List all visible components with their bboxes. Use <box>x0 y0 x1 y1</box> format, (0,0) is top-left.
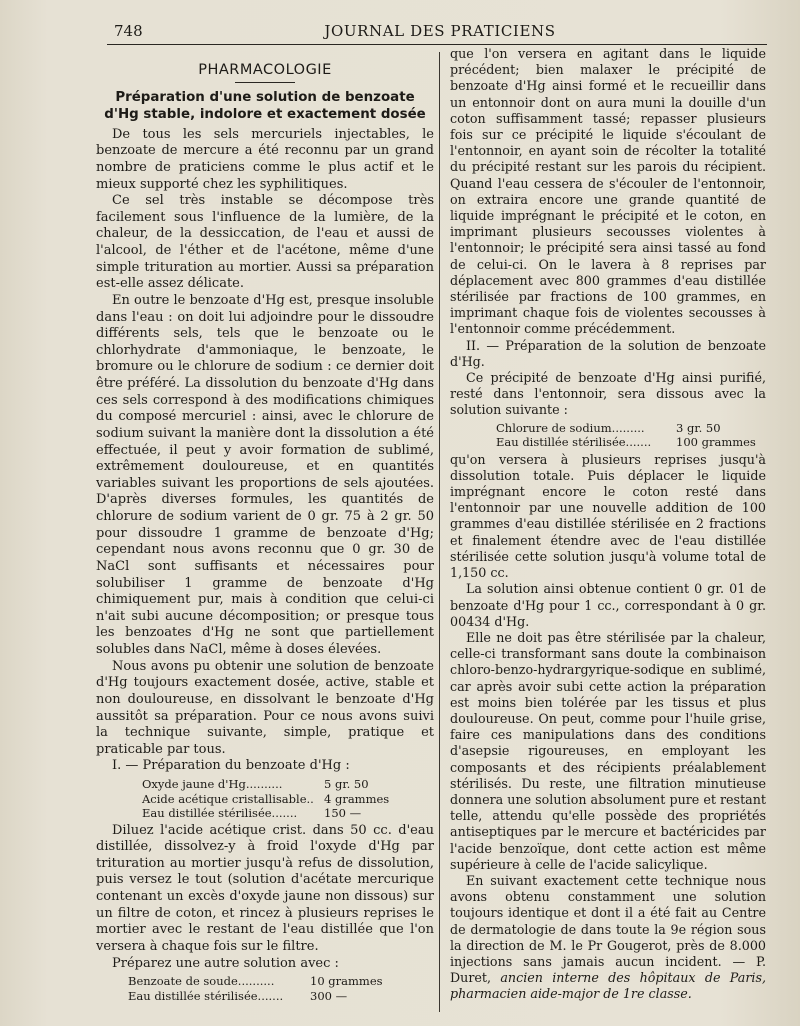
formula-table <box>450 421 766 450</box>
right-column <box>450 46 766 1003</box>
article-title: Préparation d'une solution de benzoate d'Hg stable, indolore et exactement dosée <box>104 89 426 122</box>
column-divider <box>439 52 440 1012</box>
formula-table <box>96 974 434 1003</box>
page-number: 748 <box>114 22 143 40</box>
author-signature: ancien interne des hôpitaux de Paris, pharmacien aide-major de 1re classe. <box>450 970 766 1002</box>
section-heading: PHARMACOLOGIE <box>198 62 332 78</box>
paragraph: Préparez une autre solution avec : <box>112 955 339 971</box>
paragraph <box>450 873 766 1003</box>
paragraph: Ce sel très instable se décompose très facilement sous l'influence de la lumière, de la chaleur, de la dessiccation, de l'eau et aussi de l'alcool, de l'éther et de l'acétone, même d'une simple trituration au mortier. Aussi sa préparation est-elle assez délicate. <box>96 193 434 292</box>
formula-row: Oxyde jaune d'Hg.......... 5 gr. 50 <box>142 777 369 791</box>
section-rule <box>235 82 295 83</box>
paragraph: Diluez l'acide acétique crist. dans 50 cc. d'eau distillée, dissolvez-y à froid l'oxyde d'Hg par trituration au mortier jusqu'à refus de dissolution, puis versez le tout (solution d'acétate mercurique contenant un excès d'oxyde jaune non dissous) sur un filtre de coton, et rincez à plusieurs reprises le mortier avec le restant de l'eau distillée que l'on versera à chaque fois sur le filtre. <box>96 822 434 954</box>
paragraph: que l'on versera en agitant dans le liquide précédent; bien malaxer le précipité de benzoate d'Hg ainsi formé et le recueillir dans un entonnoir dont on aura muni la douille d'un coton suffisamment tassé; repasser plusieurs fois sur ce précipité le liquide s'écoulant de l'entonnoir, en ayant soin de récolter la totalité du précipité restant sur les parois du récipient. Quand l'eau cessera de s'écouler de l'entonnoir, on extraira encore une grande quantité de liquide imprégnant le précipité et le coton, en imprimant plusieurs secousses violentes à l'entonnoir; le précipité sera ainsi tassé au fond de celui-ci. On le lavera à 8 reprises par déplacement avec 800 grammes d'eau distillée stérilisée par fractions de 100 grammes, en imprimant chaque fois de violentes secousses à l'entonnoir comme précédemment. <box>450 46 766 337</box>
paragraph: De tous les sels mercuriels injectables, le benzoate de mercure a été reconnu par un grand nombre de praticiens comme le plus actif et le mieux supporté chez les syphilitiques. <box>96 126 434 192</box>
journal-title: JOURNAL DES PRATICIENS <box>324 22 556 40</box>
paragraph: La solution ainsi obtenue contient 0 gr. 01 de benzoate d'Hg pour 1 cc., correspondant à 0 gr. 00434 d'Hg. <box>450 581 766 629</box>
header-rule <box>107 44 767 45</box>
formula-table <box>96 777 434 821</box>
paragraph: En outre le benzoate d'Hg est, presque insoluble dans l'eau : on doit lui adjoindre pour le dissoudre différents sels, tels que le benzoate ou le chlorhydrate d'ammoniaque, le benzoate, le bromure ou le chlorure de sodium : ce dernier doit être préféré. La dissolution du benzoate d'Hg dans ces sels correspond à des modifications chimiques du composé mercuriel : ainsi, avec le chlorure de sodium suivant la manière dont la dissolution a été effectuée, il peut y avoir formation de sublimé, extrêmement douloureuse, et en quantités variables suivant les proportions de sels ajoutées. D'après diverses formules, les quantités de chlorure de sodium varient de 0 gr. 75 à 2 gr. 50 pour dissoudre 1 gramme de benzoate d'Hg; cependant nous avons reconnu que 0 gr. 30 de NaCl sont suffisants et nécessaires pour solubiliser 1 gramme de benzoate d'Hg chimiquement pur, mais à condition que celui-ci n'ait subi aucune décomposition; or presque tous les benzoates d'Hg ne sont que partiellement solubles dans NaCl, même à doses élevées. <box>96 292 434 657</box>
formula-row: Acide acétique cristallisable.. 4 grammes <box>142 791 390 806</box>
running-header <box>0 18 800 44</box>
paragraph: qu'on versera à plusieurs reprises jusqu'à dissolution totale. Puis déplacer le liquide imprégnant encore le coton resté dans l'entonnoir par une nouvelle addition de 100 grammes d'eau distillée stérilisée en 2 fractions et finalement étendre avec de l'eau distillée stérilisée cette solution jusqu'à volume total de 1,150 cc. <box>450 451 766 581</box>
formula-row: Eau distillée stérilisée....... 300 — <box>128 988 348 1003</box>
step-heading: II. — Préparation de la solution de benzoate d'Hg. <box>450 337 766 369</box>
paragraph: Nous avons pu obtenir une solution de benzoate d'Hg toujours exactement dosée, active, stable et non douloureuse, en dissolvant le benzoate d'Hg aussitôt sa préparation. Pour ce nous avons suivi la technique suivante, simple, pratique et praticable par tous. <box>96 658 434 757</box>
paragraph: Ce précipité de benzoate d'Hg ainsi purifié, resté dans l'entonnoir, sera dissous avec la solution suivante : <box>450 370 766 418</box>
formula-row: Benzoate de soude.......... 10 grammes <box>128 974 383 989</box>
left-column <box>96 62 434 1005</box>
formula-row: Chlorure de sodium......... 3 gr. 50 <box>496 420 721 435</box>
formula-row: Eau distillée stérilisée....... 100 grammes <box>496 435 756 450</box>
step-heading: I. — Préparation du benzoate d'Hg : <box>112 758 350 774</box>
closing-text: En suivant exactement cette technique nous avons obtenu constamment une solution toujours identique et dont il a été fait au Centre de dermatologie de dans toute la 9e région sous la direction de M. le Pr Gougerot, près de 8.000 injections sans jamais aucun incident. — P. Duret, <box>450 872 766 986</box>
paragraph: Elle ne doit pas être stérilisée par la chaleur, celle-ci transformant sans doute la combinaison chloro-benzo-hydrargyrique-sodique en sublimé, car après avoir subi cette action la préparation est moins bien tolérée par les tissus et plus douloureuse. On peut, comme pour l'huile grise, faire ces manipulations dans des conditions d'asepsie rigoureuses, en employant les composants et des récipients préalablement stérilisés. Du reste, une filtration minutieuse donnera une solution absolument pure et restant telle, attendu qu'elle possède des propriétés antiseptiques par le mercure et bactéricides par l'acide benzoïque, dont cette action est même supérieure à celle de l'acide salicylique. <box>450 629 766 872</box>
formula-row: Eau distillée stérilisée....... 150 — <box>142 806 362 820</box>
